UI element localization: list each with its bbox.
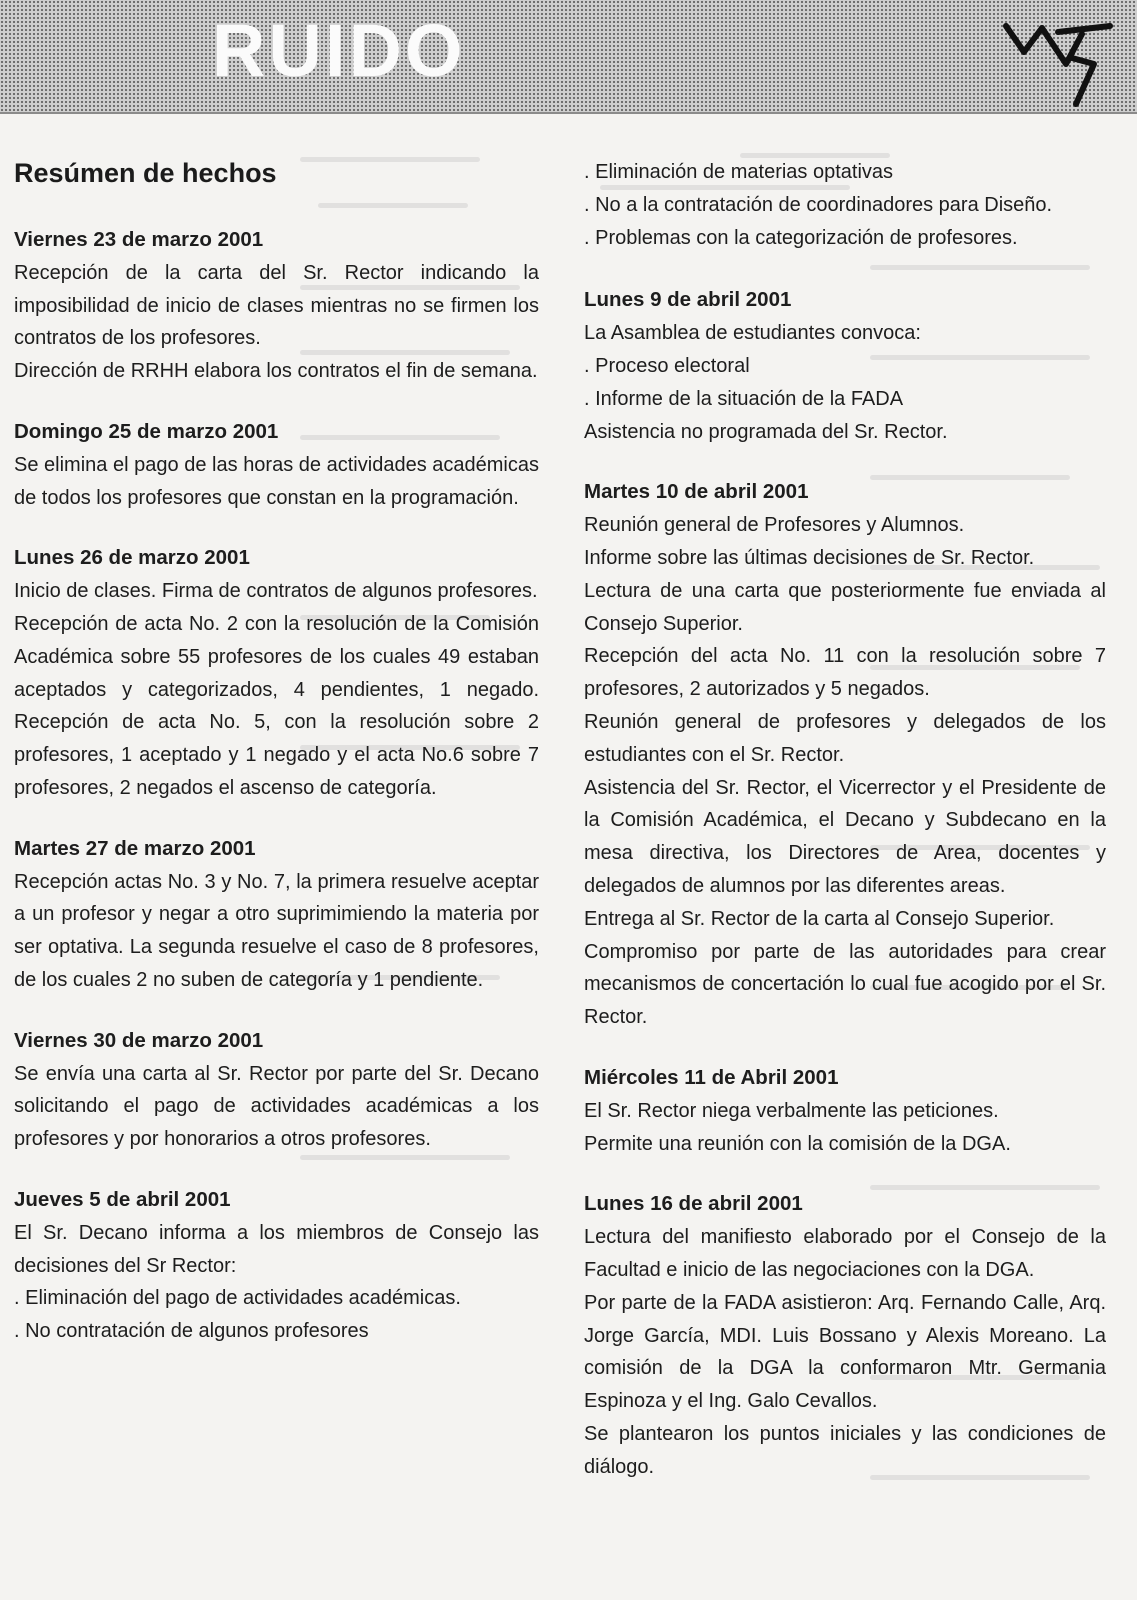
entry-martes-10-abril: [584, 476, 1106, 1034]
entry-miercoles-11-abril: [584, 1062, 1106, 1160]
list-item: . No a la contratación de coordinadores para Diseño.: [584, 193, 1053, 216]
entry-paragraph: Dirección de RRHH elabora los contratos el fin de semana.: [14, 360, 538, 383]
magazine-logo-icon: [1002, 14, 1114, 110]
list-item: . Eliminación de materias optativas: [584, 161, 894, 183]
entry-paragraph: Lectura del manifiesto elaborado por el Consejo de la Facultad e inicio de las negociaciones con la DGA.: [584, 1226, 1106, 1281]
entry-martes-27-marzo: [14, 833, 539, 997]
entry-paragraph: Asistencia no programada del Sr. Rector.: [584, 420, 948, 443]
entry-lunes-9-abril: [584, 284, 1106, 448]
entry-domingo-25-marzo: [14, 416, 539, 514]
entry-paragraph: La Asamblea de estudiantes convoca:: [584, 322, 921, 345]
entry-paragraph: El Sr. Decano informa a los miembros de Consejo las decisiones del Sr Rector:: [14, 1221, 539, 1277]
continued-list: [584, 156, 1106, 254]
entry-viernes-30-marzo: [14, 1025, 539, 1156]
entry-paragraph: Recepción del acta No. 11 con la resolución sobre 7 profesores, 2 autorizados y 5 negados.: [584, 645, 1106, 701]
entry-paragraph: Recepción actas No. 3 y No. 7, la primera resuelve aceptar a un profesor y negar a otro suprimimiendo la materia por ser optativa. La segunda resuelve el caso de 8 profesores, de los cuales 2 no suben de categoría y 1 pendiente.: [14, 870, 539, 991]
entry-date: Lunes 16 de abril 2001: [584, 1192, 803, 1216]
entry-date: Martes 10 de abril 2001: [584, 480, 809, 504]
left-column: [14, 156, 539, 1376]
entry-lunes-26-marzo: [14, 542, 539, 804]
right-column: [584, 156, 1106, 1511]
entry-paragraph: Se elimina el pago de las horas de actividades académicas de todos los profesores que constan en la programación.: [14, 453, 539, 509]
entry-date: Viernes 30 de marzo 2001: [14, 1028, 264, 1052]
list-item: . Problemas con la categorización de profesores.: [584, 226, 1018, 249]
entry-paragraph: Se envía una carta al Sr. Rector por parte del Sr. Decano solicitando el pago de actividades académicas a los profesores y por honorarios a otros profesores.: [14, 1062, 539, 1151]
entry-paragraph: Reunión general de Profesores y Alumnos.: [584, 514, 965, 537]
list-item: . Informe de la situación de la FADA: [584, 387, 904, 410]
entry-paragraph: El Sr. Rector niega verbalmente las peticiones.: [584, 1099, 999, 1122]
entry-paragraph: Inicio de clases. Firma de contratos de algunos profesores.: [14, 580, 538, 603]
entry-date: Lunes 9 de abril 2001: [584, 288, 792, 312]
list-item: . No contratación de algunos profesores: [14, 1320, 369, 1343]
entry-paragraph: Reunión general de profesores y delegados de los estudiantes con el Sr. Rector.: [584, 710, 1106, 766]
entry-paragraph: Lectura de una carta que posteriormente fue enviada al Consejo Superior.: [584, 579, 1106, 635]
masthead-title: RUIDO: [212, 9, 466, 92]
entry-viernes-23-marzo: [14, 224, 539, 388]
entry-jueves-5-abril: [14, 1184, 539, 1348]
entry-paragraph: Permite una reunión con la comisión de la DGA.: [584, 1132, 1011, 1155]
section-heading: Resúmen de hechos: [14, 158, 277, 188]
entry-paragraph: Informe sobre las últimas decisiones de Sr. Rector.: [584, 546, 1035, 569]
list-item: . Eliminación del pago de actividades académicas.: [14, 1287, 461, 1310]
entry-paragraph: Asistencia del Sr. Rector, el Vicerrector y el Presidente de la Comisión Académica, el Decano y Subdecano en la mesa directiva, los Directores de Area, docentes y delegados de alumnos por las diferentes areas.: [584, 776, 1106, 897]
entry-date: Lunes 26 de marzo 2001: [14, 546, 250, 570]
entry-paragraph: Por parte de la FADA asistieron: Arq. Fernando Calle, Arq. Jorge García, MDI. Luis Bossano y Alexis Moreano. La comisión de la DGA la conformaron Mtr. Germania Espinoza y el Ing. Galo Cevallos.: [584, 1291, 1106, 1413]
entry-lunes-16-abril: [584, 1188, 1106, 1483]
entry-date: Jueves 5 de abril 2001: [14, 1187, 231, 1211]
list-item: . Proceso electoral: [584, 354, 750, 377]
entry-date: Domingo 25 de marzo 2001: [14, 419, 279, 443]
entry-paragraph: Compromiso por parte de las autoridades para crear mecanismos de concertación lo cual fue acogido por el Sr. Rector.: [584, 940, 1106, 1029]
entry-date: Viernes 23 de marzo 2001: [14, 228, 264, 251]
entry-date: Martes 27 de marzo 2001: [14, 836, 256, 860]
entry-paragraph: Recepción de acta No. 2 con la resolución de la Comisión Académica sobre 55 profesores de los cuales 49 estaban aceptados y categorizados, 4 pendientes, 1 negado. Recepción de acta No. 5, con la resolución sobre 2 profesores, 1 aceptado y 1 negado y el acta No.6 sobre 7 profesores, 2 negados el ascenso de categoría.: [14, 612, 539, 799]
entry-paragraph: Recepción de la carta del Sr. Rector indicando la imposibilidad de inicio de clases mientras no se firmen los contratos de los profesores.: [14, 261, 539, 350]
entry-date: Miércoles 11 de Abril 2001: [584, 1065, 839, 1089]
entry-paragraph: Se plantearon los puntos iniciales y las condiciones de diálogo.: [584, 1422, 1106, 1478]
masthead-banner: [0, 0, 1137, 114]
entry-paragraph: Entrega al Sr. Rector de la carta al Consejo Superior.: [584, 907, 1055, 930]
